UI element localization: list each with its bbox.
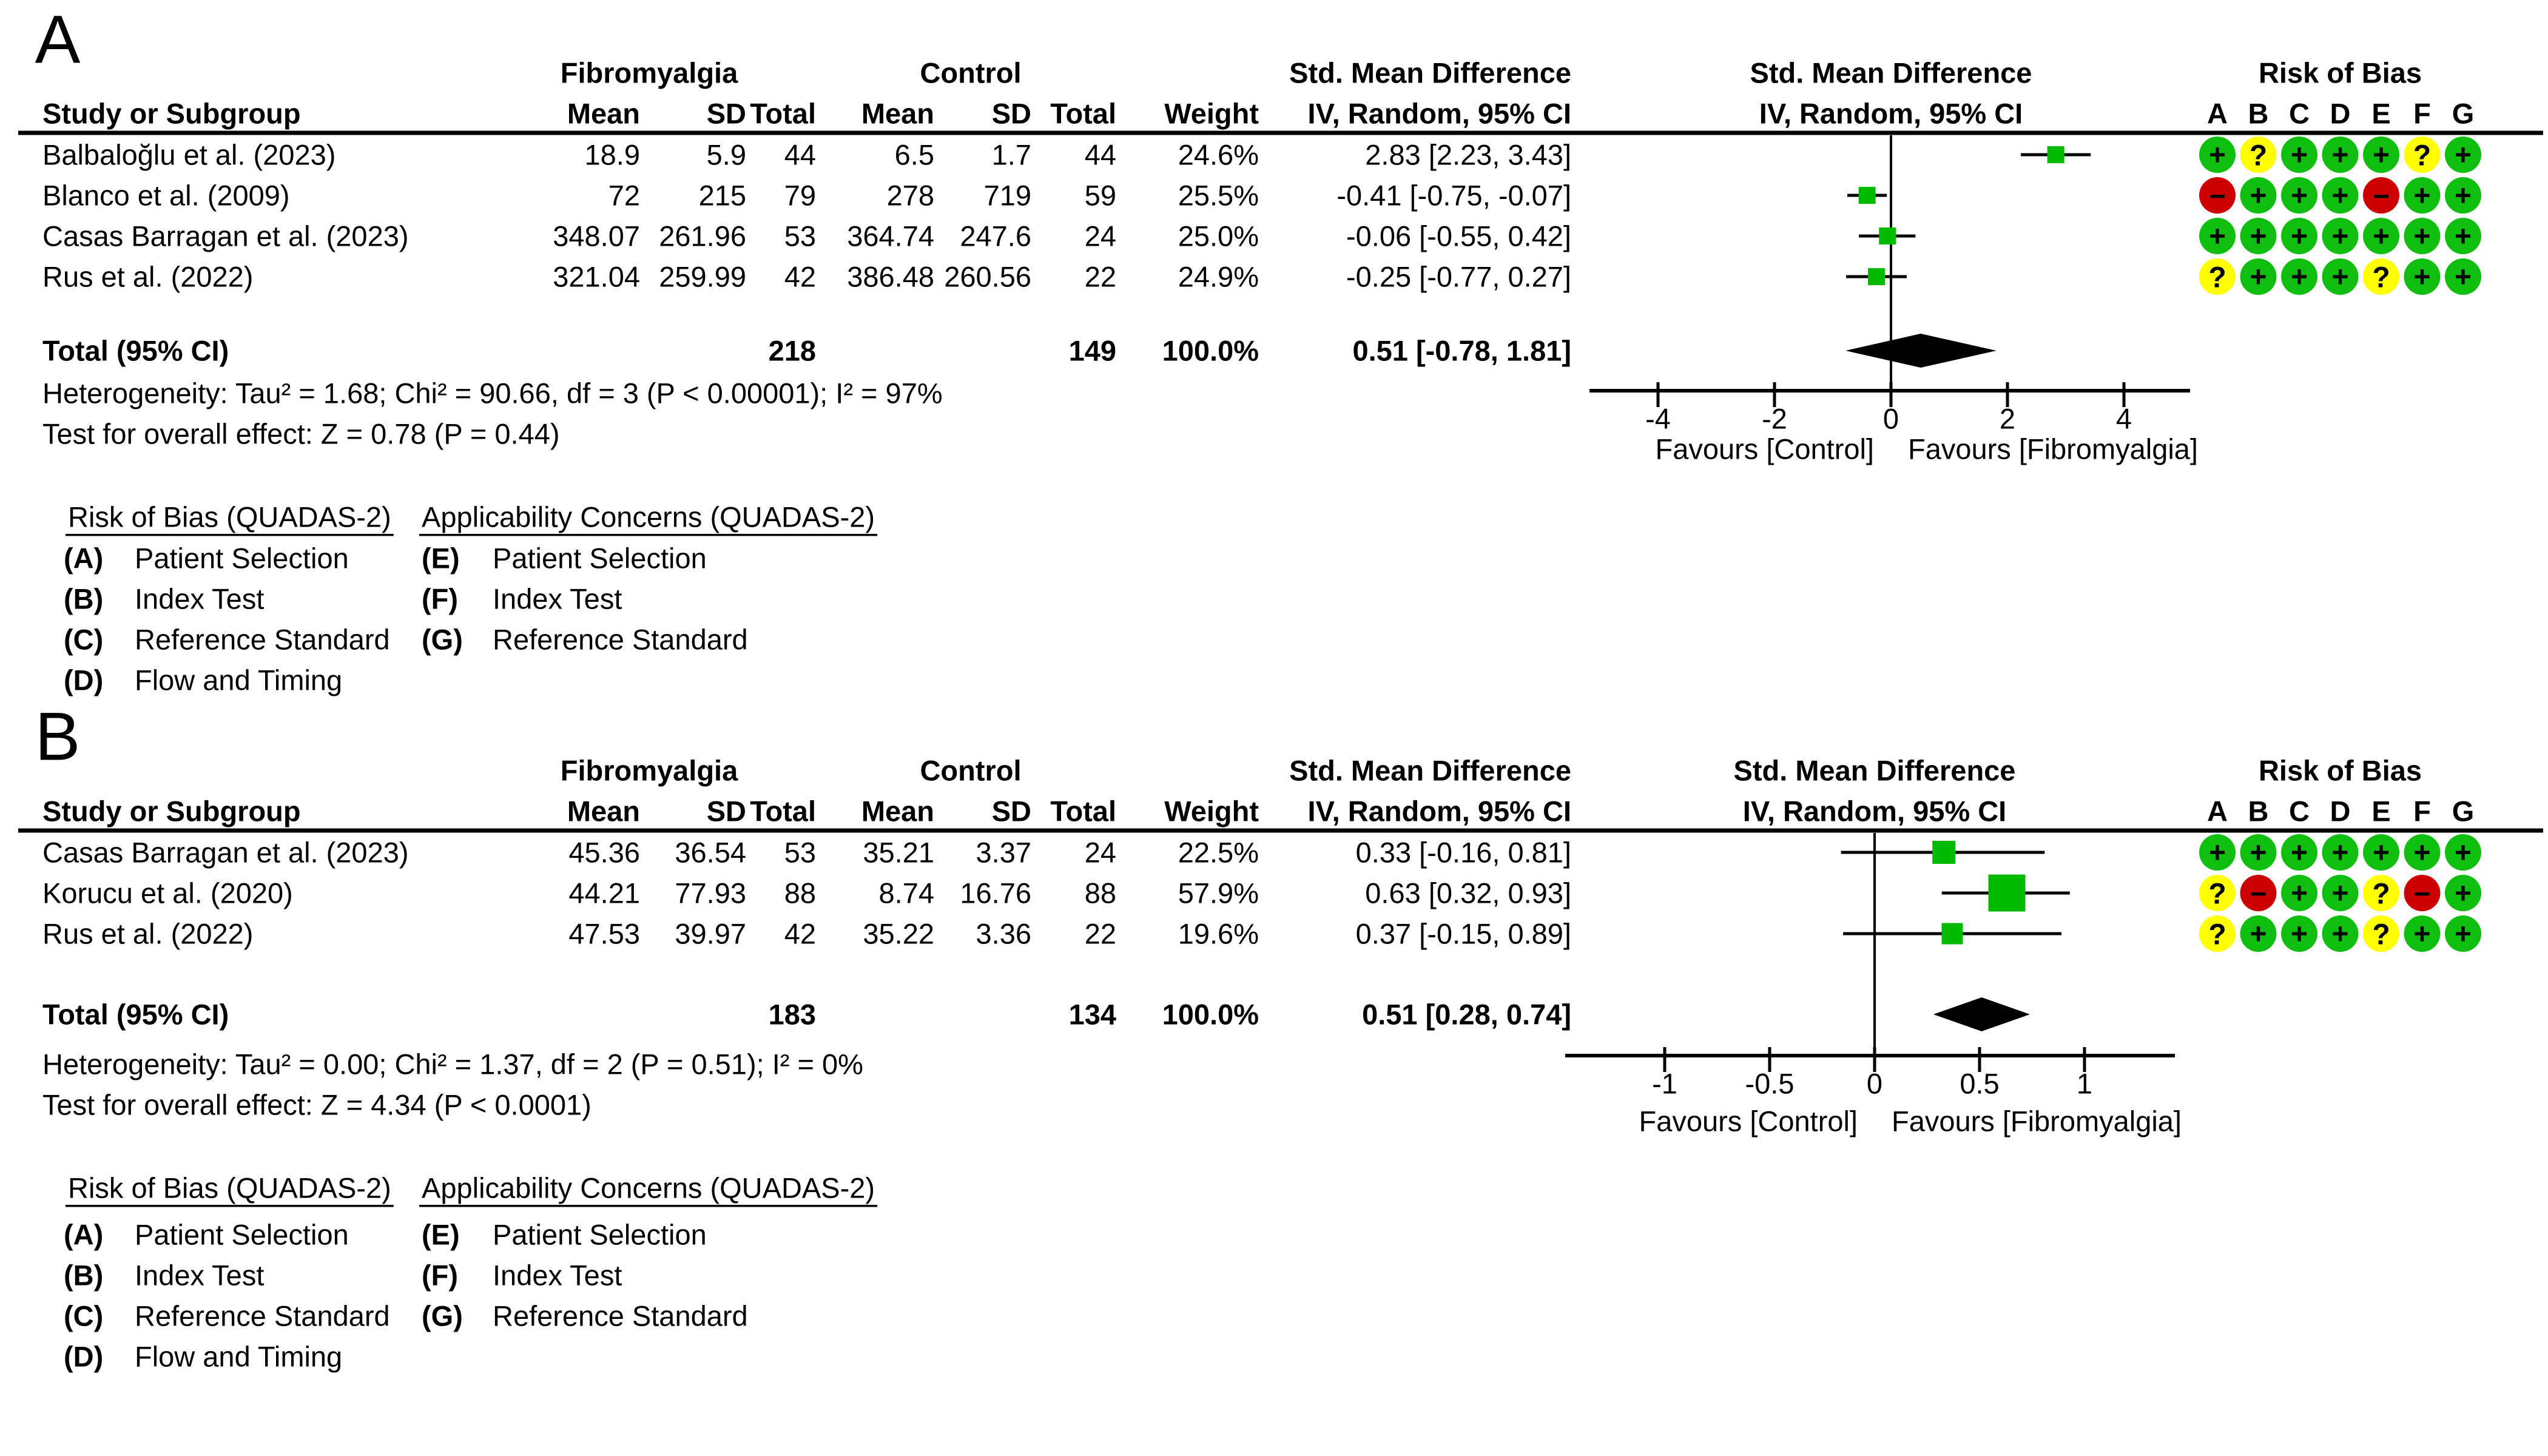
- cell-mean-control: 386.48: [847, 260, 934, 293]
- rob-symbol-low: +: [2413, 180, 2431, 212]
- rob-symbol-low: +: [2208, 837, 2226, 869]
- column-header-weight: Weight: [1164, 795, 1259, 827]
- cell-mean-experimental: 45.36: [568, 836, 640, 869]
- quadas-item-label: Patient Selection: [493, 1218, 707, 1251]
- point-estimate-square: [1932, 841, 1955, 864]
- rob-column-letter-C: C: [2289, 97, 2310, 130]
- rob-symbol-low: +: [2413, 261, 2431, 294]
- group-header-smd-plot: Std. Mean Difference: [1733, 754, 2016, 787]
- cell-total-control: 44: [1084, 138, 1116, 171]
- cell-total-experimental: 79: [784, 179, 816, 212]
- cell-sd-experimental: 36.54: [675, 836, 746, 869]
- cell-total-control: 88: [1084, 877, 1116, 909]
- rob-column-letter-D: D: [2330, 97, 2351, 130]
- rob-symbol-low: +: [2331, 837, 2349, 869]
- cell-sd-control: 1.7: [991, 138, 1031, 171]
- quadas-item-label: Reference Standard: [493, 1299, 748, 1332]
- rob-symbol-low: +: [2250, 220, 2267, 253]
- column-header-sd-control: SD: [991, 795, 1031, 827]
- pooled-diamond: [1933, 997, 2030, 1031]
- rob-symbol-unclear: ?: [2372, 261, 2390, 294]
- total-experimental: 183: [768, 998, 816, 1031]
- quadas-rob-title: Risk of Bias (QUADAS-2): [68, 1171, 391, 1204]
- cell-mean-control: 6.5: [894, 138, 934, 171]
- rob-symbol-unclear: ?: [2208, 261, 2226, 294]
- rob-column-letter-A: A: [2207, 795, 2228, 827]
- cell-weight: 22.5%: [1178, 836, 1259, 869]
- overall-effect-text: Test for overall effect: Z = 0.78 (P = 0.44): [42, 417, 560, 450]
- quadas-item-key: (A): [64, 542, 104, 575]
- rob-symbol-high: −: [2208, 180, 2226, 213]
- quadas-item-label: Index Test: [493, 582, 622, 615]
- study-name: Balbaloğlu et al. (2023): [42, 138, 336, 171]
- cell-weight: 24.6%: [1178, 138, 1259, 171]
- rob-symbol-low: +: [2290, 261, 2308, 294]
- group-header-smd-text: Std. Mean Difference: [1289, 754, 1571, 787]
- cell-sd-experimental: 5.9: [706, 138, 746, 171]
- cell-mean-control: 35.21: [863, 836, 934, 869]
- point-estimate-square: [1988, 875, 2025, 912]
- rob-symbol-low: +: [2372, 837, 2390, 869]
- total-ci-estimate: 0.51 [-0.78, 1.81]: [1352, 334, 1571, 367]
- rob-symbol-low: +: [2208, 139, 2226, 172]
- rob-symbol-unclear: ?: [2208, 878, 2226, 911]
- rob-symbol-low: +: [2454, 139, 2472, 172]
- favours-left-label: Favours [Control]: [1655, 433, 1874, 465]
- column-header-ci-plot: IV, Random, 95% CI: [1759, 97, 2023, 130]
- cell-weight: 57.9%: [1178, 877, 1259, 909]
- overall-effect-text: Test for overall effect: Z = 4.34 (P < 0.0001): [42, 1088, 592, 1121]
- quadas-item-label: Patient Selection: [493, 542, 707, 575]
- axis-tick-label: 0: [1866, 1067, 1883, 1100]
- group-header-experimental: Fibromyalgia: [560, 56, 738, 89]
- study-name: Rus et al. (2022): [42, 917, 254, 950]
- group-header-smd-plot: Std. Mean Difference: [1750, 56, 2032, 89]
- point-estimate-square: [1859, 187, 1876, 204]
- cell-mean-experimental: 348.07: [553, 220, 640, 252]
- cell-total-experimental: 42: [784, 917, 816, 950]
- column-header-total-control: Total: [1050, 795, 1116, 827]
- quadas-item-key: (B): [64, 582, 104, 615]
- rob-symbol-low: +: [2250, 261, 2267, 294]
- rob-symbol-low: +: [2290, 877, 2308, 910]
- rob-symbol-unclear: ?: [2372, 918, 2390, 951]
- cell-total-control: 24: [1084, 836, 1116, 869]
- quadas-item-key: (B): [64, 1259, 104, 1292]
- rob-column-letter-E: E: [2371, 97, 2391, 130]
- cell-mean-experimental: 321.04: [553, 260, 640, 293]
- total-weight: 100.0%: [1162, 998, 1259, 1031]
- rob-symbol-low: +: [2331, 180, 2349, 212]
- cell-mean-experimental: 47.53: [568, 917, 640, 950]
- rob-symbol-low: +: [2331, 877, 2349, 910]
- cell-ci-estimate: -0.25 [-0.77, 0.27]: [1346, 260, 1571, 293]
- quadas-item-label: Reference Standard: [493, 623, 748, 656]
- point-estimate-square: [1942, 923, 1963, 945]
- favours-left-label: Favours [Control]: [1639, 1105, 1858, 1138]
- quadas-applicability-title: Applicability Concerns (QUADAS-2): [422, 500, 875, 533]
- rob-symbol-low: +: [2454, 877, 2472, 910]
- cell-ci-estimate: -0.41 [-0.75, -0.07]: [1336, 179, 1571, 212]
- rob-symbol-high: −: [2372, 180, 2390, 213]
- rob-symbol-high: −: [2250, 878, 2267, 911]
- column-header-mean-control: Mean: [861, 97, 934, 130]
- quadas-item-label: Reference Standard: [135, 623, 390, 656]
- total-ci-estimate: 0.51 [0.28, 0.74]: [1362, 998, 1571, 1031]
- cell-sd-control: 719: [983, 179, 1031, 212]
- quadas-item-key: (F): [422, 1259, 459, 1292]
- cell-total-control: 22: [1084, 917, 1116, 950]
- rob-symbol-low: +: [2290, 220, 2308, 253]
- cell-mean-control: 8.74: [878, 877, 934, 909]
- axis-tick-label: -4: [1645, 402, 1671, 435]
- axis-tick-label: -0.5: [1745, 1067, 1795, 1100]
- rob-column-letter-F: F: [2413, 795, 2431, 827]
- column-header-mean-control: Mean: [861, 795, 934, 827]
- cell-ci-estimate: 2.83 [2.23, 3.43]: [1365, 138, 1571, 171]
- point-estimate-square: [1868, 268, 1885, 285]
- rob-symbol-unclear: ?: [2372, 878, 2390, 911]
- quadas-item-label: Index Test: [135, 1259, 265, 1292]
- rob-symbol-low: +: [2290, 139, 2308, 172]
- rob-column-letter-F: F: [2413, 97, 2431, 130]
- study-name: Casas Barragan et al. (2023): [42, 836, 409, 869]
- cell-sd-control: 3.36: [976, 917, 1031, 950]
- cell-mean-experimental: 18.9: [584, 138, 640, 171]
- header-rule: [18, 829, 2543, 833]
- rob-symbol-low: +: [2413, 220, 2431, 253]
- axis-tick-label: 0.5: [1960, 1067, 2000, 1100]
- cell-weight: 25.5%: [1178, 179, 1259, 212]
- column-header-total-experimental: Total: [750, 795, 816, 827]
- rob-column-letter-G: G: [2452, 795, 2475, 827]
- quadas-item-label: Index Test: [493, 1259, 622, 1292]
- cell-weight: 24.9%: [1178, 260, 1259, 293]
- favours-right-label: Favours [Fibromyalgia]: [1908, 433, 2198, 465]
- rob-symbol-low: +: [2290, 180, 2308, 212]
- cell-total-experimental: 53: [784, 220, 816, 252]
- rob-symbol-low: +: [2290, 918, 2308, 951]
- cell-total-experimental: 42: [784, 260, 816, 293]
- rob-symbol-low: +: [2331, 261, 2349, 294]
- quadas-rob-title: Risk of Bias (QUADAS-2): [68, 500, 391, 533]
- column-header-ci-plot: IV, Random, 95% CI: [1742, 795, 2007, 827]
- total-weight: 100.0%: [1162, 334, 1259, 367]
- axis-tick-label: 0: [1882, 402, 1899, 435]
- rob-column-letter-B: B: [2248, 97, 2269, 130]
- study-name: Rus et al. (2022): [42, 260, 254, 293]
- cell-sd-control: 247.6: [960, 220, 1031, 252]
- cell-mean-control: 364.74: [847, 220, 934, 252]
- cell-total-control: 59: [1084, 179, 1116, 212]
- cell-mean-experimental: 44.21: [568, 877, 640, 909]
- quadas-applicability-title: Applicability Concerns (QUADAS-2): [422, 1171, 875, 1204]
- point-estimate-square: [2048, 146, 2064, 163]
- heterogeneity-text: Heterogeneity: Tau² = 0.00; Chi² = 1.37, df = 2 (P = 0.51); I² = 0%: [42, 1048, 863, 1080]
- rob-symbol-low: +: [2331, 139, 2349, 172]
- panel-label-B: B: [35, 698, 81, 775]
- rob-column-letter-E: E: [2371, 795, 2391, 827]
- rob-symbol-unclear: ?: [2413, 140, 2432, 172]
- total-row-label: Total (95% CI): [42, 334, 229, 367]
- cell-ci-estimate: 0.37 [-0.15, 0.89]: [1355, 917, 1571, 950]
- quadas-title-underline: [419, 534, 877, 536]
- rob-symbol-low: +: [2413, 837, 2431, 869]
- cell-total-control: 24: [1084, 220, 1116, 252]
- rob-column-letter-A: A: [2207, 97, 2228, 130]
- study-name: Blanco et al. (2009): [42, 179, 290, 212]
- cell-total-experimental: 88: [784, 877, 816, 909]
- rob-symbol-unclear: ?: [2249, 140, 2268, 172]
- rob-symbol-low: +: [2331, 220, 2349, 253]
- axis-tick-label: 1: [2076, 1067, 2093, 1100]
- column-header-ci-text: IV, Random, 95% CI: [1307, 97, 1571, 130]
- total-control: 149: [1068, 334, 1116, 367]
- quadas-item-key: (F): [422, 582, 459, 615]
- rob-symbol-low: +: [2454, 918, 2472, 951]
- rob-symbol-low: +: [2290, 837, 2308, 869]
- pooled-diamond: [1845, 334, 1997, 368]
- column-header-total-control: Total: [1050, 97, 1116, 130]
- cell-total-experimental: 53: [784, 836, 816, 869]
- rob-symbol-low: +: [2372, 139, 2390, 172]
- group-header-risk-of-bias: Risk of Bias: [2258, 754, 2422, 787]
- axis-tick-label: -2: [1762, 402, 1787, 435]
- quadas-title-underline: [66, 1205, 394, 1207]
- rob-symbol-low: +: [2372, 220, 2390, 253]
- total-experimental: 218: [768, 334, 816, 367]
- quadas-item-key: (E): [422, 1218, 460, 1251]
- rob-symbol-low: +: [2331, 918, 2349, 951]
- cell-sd-experimental: 259.99: [659, 260, 746, 293]
- column-header-mean-experimental: Mean: [567, 795, 640, 827]
- column-header-study: Study or Subgroup: [42, 97, 301, 130]
- total-row-label: Total (95% CI): [42, 998, 229, 1031]
- favours-right-label: Favours [Fibromyalgia]: [1892, 1105, 2182, 1138]
- rob-symbol-unclear: ?: [2208, 918, 2226, 951]
- rob-column-letter-B: B: [2248, 795, 2269, 827]
- rob-symbol-low: +: [2250, 918, 2267, 951]
- cell-mean-control: 278: [886, 179, 934, 212]
- quadas-item-key: (A): [64, 1218, 104, 1251]
- cell-sd-experimental: 261.96: [659, 220, 746, 252]
- study-name: Casas Barragan et al. (2023): [42, 220, 409, 252]
- quadas-item-key: (G): [422, 623, 463, 656]
- rob-symbol-low: +: [2454, 180, 2472, 212]
- cell-sd-control: 260.56: [944, 260, 1031, 293]
- column-header-study: Study or Subgroup: [42, 795, 301, 827]
- cell-weight: 19.6%: [1178, 917, 1259, 950]
- axis-tick-label: -1: [1652, 1067, 1677, 1100]
- rob-symbol-low: +: [2250, 180, 2267, 212]
- rob-column-letter-G: G: [2452, 97, 2475, 130]
- column-header-weight: Weight: [1164, 97, 1259, 130]
- column-header-mean-experimental: Mean: [567, 97, 640, 130]
- cell-ci-estimate: 0.33 [-0.16, 0.81]: [1355, 836, 1571, 869]
- quadas-item-label: Index Test: [135, 582, 265, 615]
- cell-weight: 25.0%: [1178, 220, 1259, 252]
- group-header-risk-of-bias: Risk of Bias: [2258, 56, 2422, 89]
- column-header-sd-experimental: SD: [706, 97, 746, 130]
- group-header-control: Control: [920, 56, 1022, 89]
- heterogeneity-text: Heterogeneity: Tau² = 1.68; Chi² = 90.66, df = 3 (P < 0.00001); I² = 97%: [42, 377, 943, 410]
- rob-symbol-high: −: [2413, 878, 2431, 911]
- total-control: 134: [1068, 998, 1116, 1031]
- cell-sd-experimental: 39.97: [675, 917, 746, 950]
- cell-sd-control: 3.37: [976, 836, 1031, 869]
- rob-symbol-low: +: [2413, 918, 2431, 951]
- column-header-sd-experimental: SD: [706, 795, 746, 827]
- quadas-item-label: Patient Selection: [135, 542, 349, 575]
- quadas-item-key: (D): [64, 1340, 104, 1373]
- group-header-smd-text: Std. Mean Difference: [1289, 56, 1571, 89]
- quadas-item-key: (C): [64, 1299, 104, 1332]
- panel-label-A: A: [35, 1, 81, 78]
- quadas-item-key: (C): [64, 623, 104, 656]
- cell-mean-control: 35.22: [863, 917, 934, 950]
- cell-ci-estimate: 0.63 [0.32, 0.93]: [1365, 877, 1571, 909]
- cell-sd-experimental: 77.93: [675, 877, 746, 909]
- quadas-title-underline: [419, 1205, 877, 1207]
- column-header-ci-text: IV, Random, 95% CI: [1307, 795, 1571, 827]
- quadas-item-label: Flow and Timing: [135, 1340, 343, 1373]
- zero-line: [1873, 833, 1876, 1056]
- header-rule: [18, 131, 2543, 135]
- quadas-item-key: (D): [64, 664, 104, 696]
- group-header-control: Control: [920, 754, 1022, 787]
- quadas-item-key: (E): [422, 542, 460, 575]
- cell-mean-experimental: 72: [608, 179, 640, 212]
- quadas-item-label: Patient Selection: [135, 1218, 349, 1251]
- column-header-sd-control: SD: [991, 97, 1031, 130]
- axis-tick-label: 4: [2115, 402, 2132, 435]
- rob-column-letter-D: D: [2330, 795, 2351, 827]
- rob-symbol-low: +: [2250, 837, 2267, 869]
- cell-sd-experimental: 215: [698, 179, 746, 212]
- quadas-item-label: Reference Standard: [135, 1299, 390, 1332]
- group-header-experimental: Fibromyalgia: [560, 754, 738, 787]
- study-name: Korucu et al. (2020): [42, 877, 293, 909]
- column-header-total-experimental: Total: [750, 97, 816, 130]
- quadas-item-key: (G): [422, 1299, 463, 1332]
- cell-total-control: 22: [1084, 260, 1116, 293]
- rob-column-letter-C: C: [2289, 795, 2310, 827]
- rob-symbol-low: +: [2454, 261, 2472, 294]
- cell-total-experimental: 44: [784, 138, 816, 171]
- cell-sd-control: 16.76: [960, 877, 1031, 909]
- axis-tick-label: 2: [1999, 402, 2016, 435]
- rob-symbol-low: +: [2454, 837, 2472, 869]
- cell-ci-estimate: -0.06 [-0.55, 0.42]: [1346, 220, 1571, 252]
- quadas-title-underline: [66, 534, 394, 536]
- rob-symbol-low: +: [2454, 220, 2472, 253]
- point-estimate-square: [1879, 228, 1896, 244]
- rob-symbol-low: +: [2208, 220, 2226, 253]
- quadas-item-label: Flow and Timing: [135, 664, 343, 696]
